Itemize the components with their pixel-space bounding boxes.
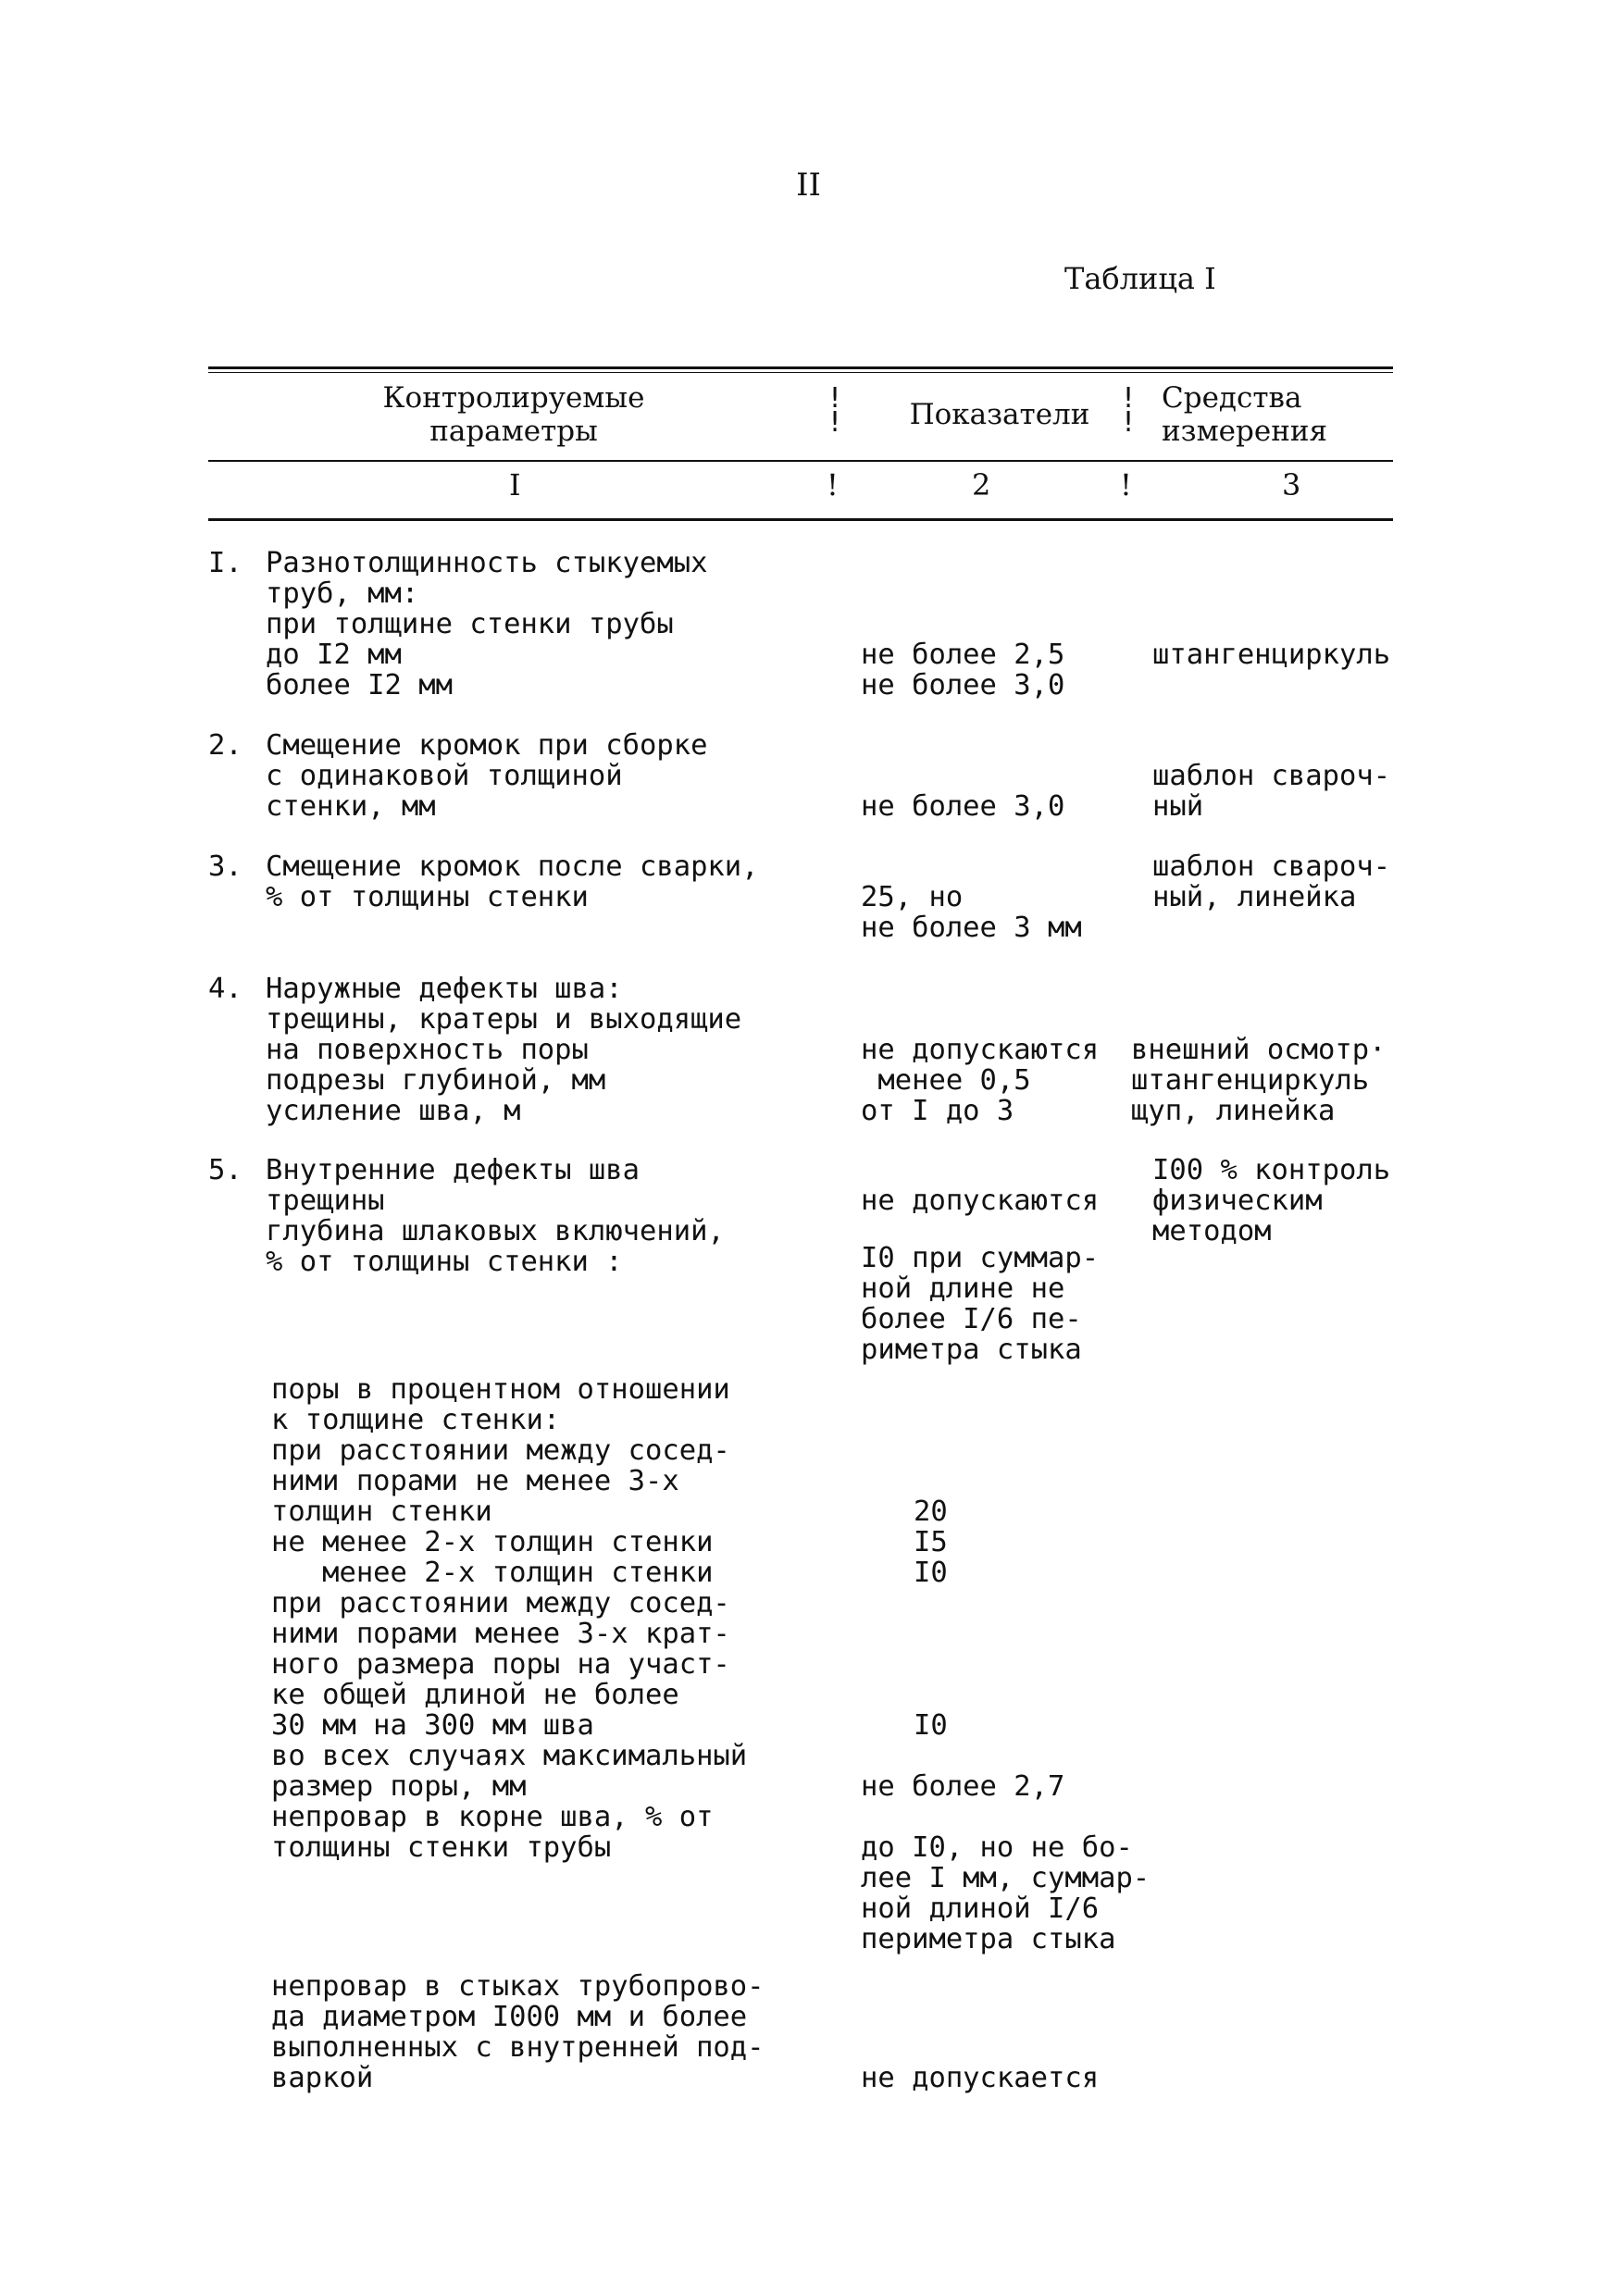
row-number: 3. — [208, 850, 243, 883]
pores-max-value: не более 2,7 — [861, 1770, 1065, 1803]
row-tools: штангенциркуль — [1152, 639, 1391, 671]
row-values: 25, но не более 3 мм — [861, 881, 1082, 944]
table-caption: Таблица I — [1064, 261, 1216, 296]
header-col2: Показатели — [909, 398, 1090, 431]
table-top-rule-thin — [208, 372, 1393, 373]
col-number-2: 2 — [972, 467, 991, 503]
row-params: Разнотолщинность стыкуемых труб, мм: при толщине стенки трубы до I2 мм более I2 мм — [266, 547, 708, 701]
row-values: не допускаются — [861, 1185, 1100, 1217]
header-separator-1: ! ! — [827, 382, 844, 439]
row-number: I. — [208, 547, 243, 579]
table-top-rule — [208, 366, 1393, 369]
col-number-3: 3 — [1282, 467, 1301, 503]
pores-root-value: до I0, но не бо- лее I мм, суммар- ной длиной I/6 периметра стыка — [861, 1831, 1151, 1955]
row-values: не более 2,5 не более 3,0 — [861, 639, 1065, 701]
pores-value: I5 — [914, 1526, 948, 1558]
pores-value: 20 — [914, 1496, 948, 1528]
row-tools: шаблон свароч- ный, линейка — [1152, 850, 1391, 913]
pores-params: поры в процентном отношении к толщине стенки: при расстоянии между сосед- ними порами не менее 3-х толщин стенки не менее 2-х толщин стенки менее 2-х толщин стенки при расстоянии между сосед- ними порами менее 3-х крат- ного размера поры на участ- ке общей длиной не более 30 мм на 300 мм шва во всех случаях максимальный размер поры, мм непровар в корне шва, % от толщины стенки трубы — [271, 1373, 748, 1864]
header-bottom-rule — [208, 518, 1393, 521]
header-rule — [208, 460, 1393, 462]
row-tools: шаблон свароч- ный — [1152, 760, 1391, 823]
col-number-1: I — [509, 467, 521, 503]
header-separator-2: ! ! — [1120, 382, 1138, 439]
pores-value: I0 — [914, 1557, 948, 1589]
col-number-separator-2: ! — [1120, 467, 1132, 503]
col-number-separator-1: ! — [827, 467, 839, 503]
row-params: Смещение кромок после сварки, % от толщины стенки — [266, 850, 759, 913]
page-number: II — [796, 167, 821, 204]
row-number: 4. — [208, 973, 243, 1005]
row-tools: I00 % контроль физическим методом — [1152, 1154, 1391, 1247]
header-col1: Контролируемые параметры — [382, 381, 645, 448]
row-params: Внутренние дефекты шва трещины глубина шлаковых включений, % от толщины стенки : — [266, 1154, 725, 1278]
last-value: не допускается — [861, 2062, 1100, 2094]
last-params: непровар в стыках трубопрово- да диаметром I000 мм и более выполненных с внутренней под- варкой — [271, 1970, 765, 2094]
row-values: I0 при суммар- ной длине не более I/6 пе- риметра стыка — [861, 1242, 1100, 1366]
row-params: Смещение кромок при сборке с одинаковой толщиной стенки, мм — [266, 729, 708, 823]
row-params: Наружные дефекты шва: трещины, кратеры и выходящие на поверхность поры подрезы глубиной, мм усиление шва, м — [266, 973, 742, 1127]
row-values: не допускаются менее 0,5 от I до 3 — [861, 1034, 1100, 1127]
row-values: не более 3,0 — [861, 790, 1065, 823]
pores-value: I0 — [914, 1709, 948, 1742]
row-tools: внешний осмотр· штангенциркуль щуп, линейка — [1131, 1034, 1387, 1127]
row-number: 2. — [208, 729, 243, 762]
row-number: 5. — [208, 1154, 243, 1186]
header-col3: Средства измерения — [1162, 381, 1328, 448]
